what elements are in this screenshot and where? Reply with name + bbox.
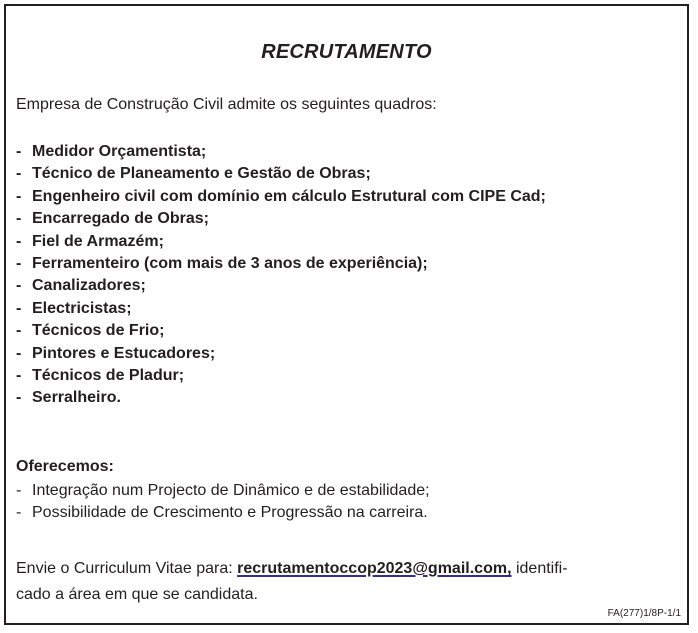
position-label: Pintores e Estucadores; <box>32 344 216 362</box>
position-label: Electricistas; <box>32 299 132 317</box>
list-dash: - <box>16 210 22 228</box>
position-label: Engenheiro civil com domínio em cálculo Estrutural com CIPE Cad; <box>32 187 546 205</box>
position-label: Medidor Orçamentista; <box>32 143 207 160</box>
list-item <box>16 298 546 320</box>
contact-prefix: Envie o Curriculum Vitae para: <box>16 560 238 577</box>
list-dash: - <box>16 165 22 183</box>
contact-line-2: cado a área em que se candidata. <box>16 586 258 603</box>
list-item <box>16 343 546 365</box>
list-item <box>16 231 546 253</box>
list-dash: - <box>16 232 22 250</box>
ad-frame <box>4 4 689 625</box>
position-label: Encarregado de Obras; <box>32 210 209 228</box>
list-dash: - <box>16 367 22 385</box>
list-item <box>16 502 430 524</box>
position-label: Fiel de Armazém; <box>32 232 164 250</box>
list-dash: - <box>16 482 22 499</box>
list-item <box>16 163 546 185</box>
list-dash: - <box>16 344 22 362</box>
position-label: Ferramenteiro (com mais de 3 anos de experiência); <box>32 255 428 273</box>
list-dash: - <box>16 504 22 522</box>
list-item <box>16 253 546 275</box>
position-label: Serralheiro. <box>32 389 121 407</box>
contact-suffix: identifi- <box>511 560 568 577</box>
position-label: Técnico de Planeamento e Gestão de Obras; <box>32 165 371 183</box>
list-item <box>16 365 546 387</box>
list-dash: - <box>16 299 22 317</box>
list-dash: - <box>16 143 22 160</box>
email-link[interactable]: recrutamentoccop2023@gmail.com, <box>237 560 512 577</box>
intro-text: Empresa de Construção Civil admite os seguintes quadros: <box>16 96 437 113</box>
reference-code: FA(277)1/8P-1/1 <box>607 608 681 619</box>
offers-list <box>16 480 430 525</box>
list-dash: - <box>16 389 22 407</box>
list-dash: - <box>16 187 22 205</box>
list-item <box>16 208 546 230</box>
list-dash: - <box>16 322 22 340</box>
list-dash: - <box>16 255 22 273</box>
offer-heading: Oferecemos: <box>16 458 114 475</box>
positions-list <box>16 141 546 410</box>
position-label: Técnicos de Frio; <box>32 322 165 340</box>
position-label: Técnicos de Pladur; <box>32 367 185 385</box>
offer-label: Possibilidade de Crescimento e Progressão na carreira. <box>32 504 428 522</box>
contact-paragraph <box>16 556 684 608</box>
list-item <box>16 275 546 297</box>
list-item <box>16 387 546 409</box>
offer-label: Integração num Projecto de Dinâmico e de estabilidade; <box>32 482 430 499</box>
ad-title: RECRUTAMENTO <box>261 41 432 63</box>
list-item <box>16 186 546 208</box>
position-label: Canalizadores; <box>32 277 146 295</box>
list-item <box>16 141 546 163</box>
list-dash: - <box>16 277 22 295</box>
list-item <box>16 480 430 502</box>
list-item <box>16 320 546 342</box>
